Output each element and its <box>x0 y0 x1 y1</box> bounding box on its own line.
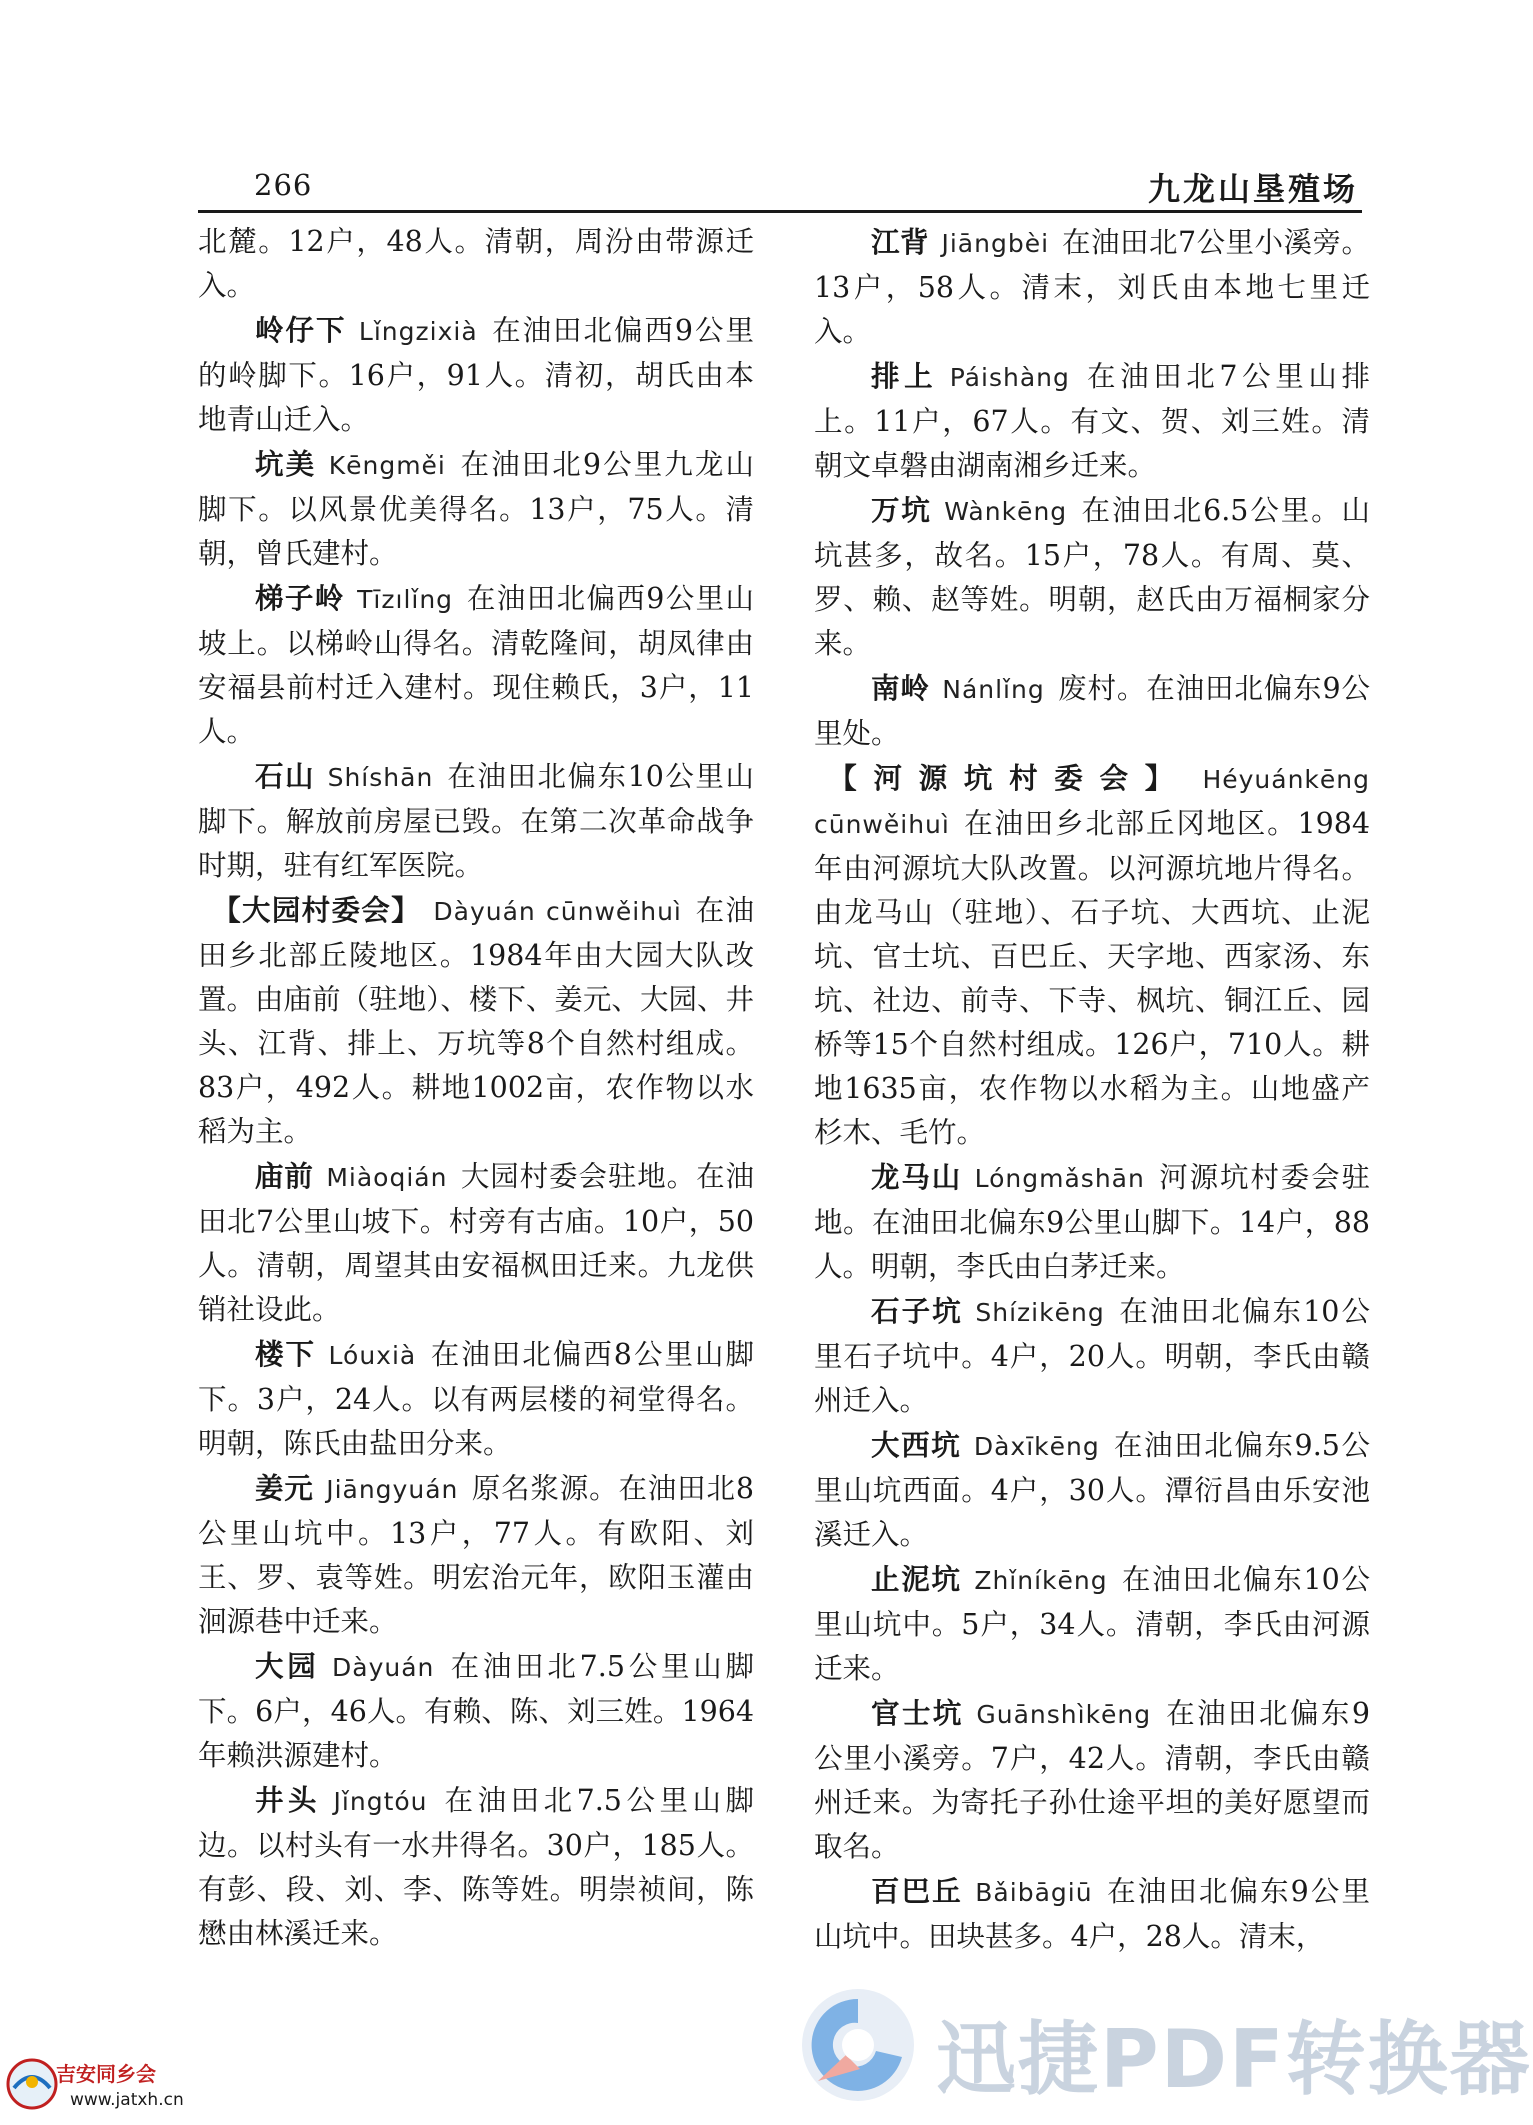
entry-paragraph <box>198 1778 754 1956</box>
section-text: 在油田乡北部丘陵地区。1984年由大园大队改置。由庙前（驻地）、楼下、姜元、大园、井头、江背、排上、万坑等8个自然村组成。83户，492人。耕地1002亩，农作物以水稻为主。 <box>198 894 754 1148</box>
entry-pinyin: Guānshìkēng <box>976 1700 1152 1729</box>
entry-text: 北麓。12户，48人。清朝，周汾由带源迁入。 <box>198 225 754 302</box>
entry-pinyin: Kēngměi <box>328 451 446 480</box>
entry-name: 石山 <box>255 759 316 793</box>
page-number: 266 <box>254 168 313 202</box>
entry-name: 止泥坑 <box>871 1562 962 1596</box>
entry-name: 石子坑 <box>871 1294 963 1328</box>
entry-pinyin: Páishàng <box>949 363 1070 392</box>
entry-pinyin: Lóngmǎshān <box>974 1164 1145 1193</box>
entry-pinyin: Zhǐníkēng <box>974 1566 1108 1595</box>
entry-paragraph <box>814 354 1370 488</box>
site-url: www.jatxh.cn <box>70 2090 184 2110</box>
entry-name: 官士坑 <box>871 1696 964 1730</box>
entry-text: 在油田北7公里小溪旁。13户，58人。清末，刘氏由本地七里迁入。 <box>814 226 1370 348</box>
converter-logo-icon <box>798 1985 918 2105</box>
entry-paragraph <box>198 442 754 576</box>
entry-name: 坑美 <box>255 447 317 481</box>
entry-name: 梯子岭 <box>255 581 345 615</box>
entry-name: 姜元 <box>255 1471 314 1505</box>
entry-paragraph <box>198 1154 754 1332</box>
entry-name: 百巴丘 <box>871 1874 963 1908</box>
entry-paragraph <box>198 308 754 442</box>
entry-paragraph <box>198 1644 754 1778</box>
left-column <box>198 220 754 1956</box>
entry-text: 在油田北偏西9公里山坡上。以梯岭山得名。清乾隆间，胡凤律由安福县前村迁入建村。现住赖氏，3户，11人。 <box>198 582 754 748</box>
header-rule <box>198 210 1362 213</box>
entry-name: 江背 <box>871 225 929 259</box>
entry-name: 井头 <box>255 1783 322 1817</box>
entry-name: 楼下 <box>255 1337 317 1371</box>
entry-pinyin: Jǐngtóu <box>333 1787 428 1816</box>
entry-paragraph <box>814 666 1370 756</box>
entry-paragraph <box>814 488 1370 666</box>
entry-paragraph <box>814 220 1370 354</box>
site-name: 吉安同乡会 <box>56 2062 156 2086</box>
entry-pinyin: Lǐngzixià <box>358 317 478 346</box>
entry-text: 原名浆源。在油田北8公里山坑中。13户，77人。有欧阳、刘王、罗、袁等姓。明宏治元年，欧阳玉灌由洄源巷中迁来。 <box>198 1472 754 1638</box>
entry-name: 万坑 <box>871 493 932 527</box>
entry-paragraph <box>814 1691 1370 1869</box>
entry-paragraph <box>814 1155 1370 1289</box>
entry-paragraph <box>814 1557 1370 1691</box>
entry-name: 庙前 <box>255 1159 314 1193</box>
entry-paragraph <box>198 1332 754 1466</box>
entry-name: 龙马山 <box>871 1160 963 1194</box>
section-text: 在油田乡北部丘冈地区。1984年由河源坑大队改置。以河源坑地片得名。由龙马山（驻地）、石子坑、大西坑、止泥坑、官士坑、百巴丘、天字地、西家汤、东坑、社边、前寺、下寺、枫坑、铜江丘、园桥等15个自然村组成。126户，710人。耕地1635亩，农作物以水稻为主。山地盛产杉木、毛竹。 <box>814 807 1370 1149</box>
entry-paragraph <box>198 220 754 308</box>
entry-name: 岭仔下 <box>255 313 347 347</box>
section-name: 【河源坑村委会】 <box>828 761 1190 795</box>
entry-name: 大园 <box>255 1649 320 1683</box>
entry-text: 在油田北偏东10公里山坑中。5户，34人。清朝，李氏由河源迁来。 <box>814 1563 1370 1685</box>
section-name: 【大园村委会】 <box>212 893 421 927</box>
entry-text: 在油田北7.5公里山脚边。以村头有一水井得名。30户，185人。有彭、段、刘、李、陈等姓。明崇祯间，陈懋由林溪迁来。 <box>198 1784 754 1950</box>
entry-pinyin: Dàxīkēng <box>973 1432 1100 1461</box>
entry-pinyin: Miàoqián <box>326 1163 448 1192</box>
entry-text: 河源坑村委会驻地。在油田北偏东9公里山脚下。14户，88人。明朝，李氏由白茅迁来。 <box>814 1161 1370 1283</box>
entry-text: 在油田北偏西9公里的岭脚下。16户，91人。清初，胡氏由本地青山迁入。 <box>198 314 754 436</box>
entry-text: 大园村委会驻地。在油田北7公里山坡下。村旁有古庙。10户，50人。清朝，周望其由安福枫田迁来。九龙供销社设此。 <box>198 1160 754 1326</box>
entry-text: 在油田北偏东9公里小溪旁。7户，42人。清朝，李氏由赣州迁来。为寄托子孙仕途平坦的美好愿望而取名。 <box>814 1697 1370 1863</box>
section-paragraph <box>814 756 1370 1155</box>
watermark-text: 迅捷PDF转换器 <box>936 2013 1532 2106</box>
entry-text: 在油田北偏东10公里石子坑中。4户，20人。明朝，李氏由赣州迁入。 <box>814 1295 1370 1417</box>
entry-text: 废村。在油田北偏东9公里处。 <box>814 672 1370 750</box>
entry-pinyin: Tīzılǐng <box>357 585 454 614</box>
entry-pinyin: Dàyuán <box>332 1653 435 1682</box>
entry-pinyin: Shíshān <box>327 763 434 792</box>
entry-paragraph <box>198 576 754 754</box>
converter-watermark <box>798 1985 1532 2115</box>
entry-pinyin: Bǎibāgiū <box>975 1878 1093 1907</box>
entry-paragraph <box>198 1466 754 1644</box>
entry-paragraph <box>814 1289 1370 1423</box>
page-header <box>198 160 1358 210</box>
section-paragraph <box>198 888 754 1154</box>
entry-name: 大西坑 <box>871 1428 962 1462</box>
entry-paragraph <box>198 754 754 888</box>
entry-text: 在油田北9公里九龙山脚下。以风景优美得名。13户，75人。清朝，曾氏建村。 <box>198 448 754 570</box>
entry-text: 在油田北7公里山排上。11户，67人。有文、贺、刘三姓。清朝文卓磐由湖南湘乡迁来。 <box>814 360 1370 482</box>
right-column <box>814 220 1370 1959</box>
section-pinyin: Dàyuán cūnwěihuì <box>433 897 682 926</box>
entry-paragraph <box>814 1869 1370 1959</box>
running-head: 九龙山垦殖场 <box>1147 170 1358 208</box>
entry-text: 在油田北偏西8公里山脚下。3户，24人。以有两层楼的祠堂得名。明朝，陈氏由盐田分来。 <box>198 1338 754 1460</box>
entry-text: 在油田北偏东9.5公里山坑西面。4户，30人。潭衍昌由乐安池溪迁入。 <box>814 1429 1370 1551</box>
section-pinyin: Héyuánkēng cūnwěihuì <box>814 765 1370 839</box>
entry-text: 在油田北6.5公里。山坑甚多，故名。15户，78人。有周、莫、罗、赖、赵等姓。明朝，赵氏由万福桐家分来。 <box>814 494 1370 660</box>
entry-text: 在油田北偏东9公里山坑中。田块甚多。4户，28人。清末， <box>814 1875 1370 1953</box>
entry-name: 南岭 <box>871 671 930 705</box>
entry-text: 在油田北7.5公里山脚下。6户，46人。有赖、陈、刘三姓。1964年赖洪源建村。 <box>198 1650 754 1772</box>
entry-pinyin: Jiāngyuán <box>326 1475 459 1504</box>
entry-name: 排上 <box>871 359 938 393</box>
entry-paragraph <box>814 1423 1370 1557</box>
entry-pinyin: Nánlǐng <box>942 675 1045 704</box>
entry-pinyin: Shízikēng <box>975 1298 1105 1327</box>
entry-pinyin: Jiāngbèi <box>941 229 1050 258</box>
entry-pinyin: Wànkēng <box>944 497 1068 526</box>
entry-text: 在油田北偏东10公里山脚下。解放前房屋已毁。在第二次革命战争时期，驻有红军医院。 <box>198 760 754 882</box>
entry-pinyin: Lóuxià <box>328 1341 417 1370</box>
